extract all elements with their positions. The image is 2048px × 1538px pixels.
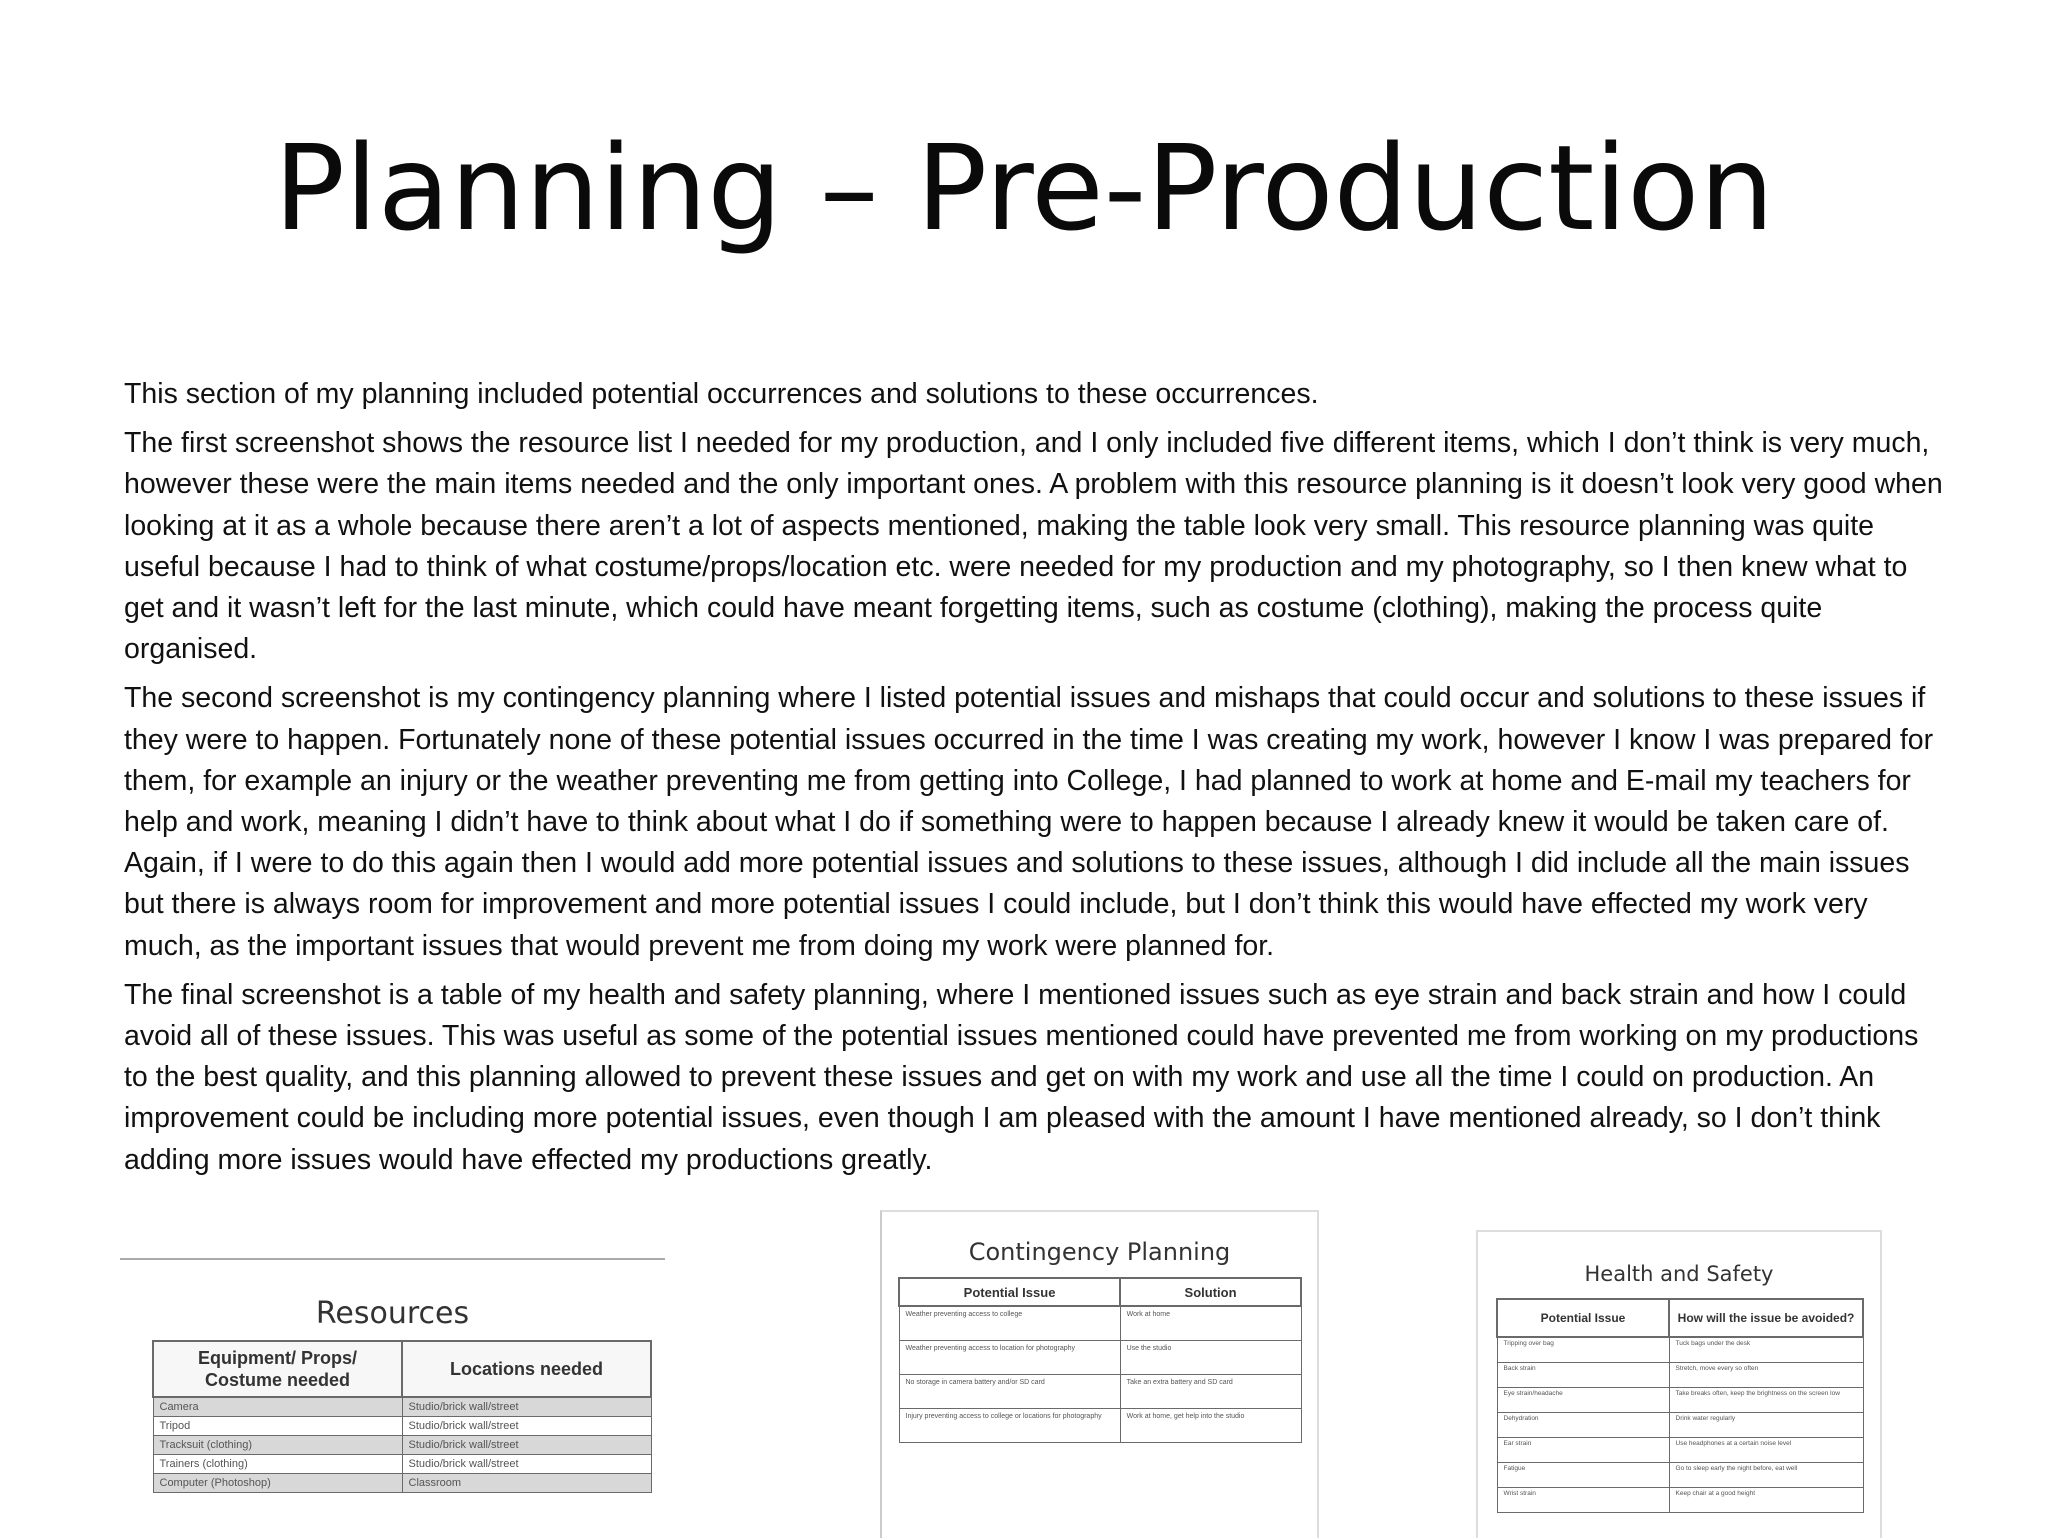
table-cell: Keep chair at a good height [1669,1488,1863,1513]
table-cell: Studio/brick wall/street [402,1397,651,1417]
table-cell: Stretch, move every so often [1669,1363,1863,1388]
table-cell: Injury preventing access to college or locations for photography [899,1409,1120,1443]
table-cell: Go to sleep early the night before, eat well [1669,1463,1863,1488]
paragraph-intro: This section of my planning included potential occurrences and solutions to these occurrences. [124,378,1319,410]
contingency-screenshot [880,1210,1319,1538]
health-safety-screenshot [1476,1230,1882,1538]
body-text [124,374,1944,1189]
table-cell: Take an extra battery and SD card [1120,1375,1301,1409]
table-row [1497,1388,1863,1413]
table-row [153,1397,651,1417]
table-header: Solution [1120,1278,1301,1306]
table-cell: Camera [153,1397,402,1417]
table-row [153,1455,651,1474]
table-cell: Studio/brick wall/street [402,1436,651,1455]
resources-table [152,1340,652,1493]
table-row [1497,1363,1863,1388]
table-cell: Weather preventing access to location for photography [899,1341,1120,1375]
table-cell: Tripod [153,1417,402,1436]
table-cell: Studio/brick wall/street [402,1417,651,1436]
paragraph-health-safety: The final screenshot is a table of my health and safety planning, where I mentioned issues such as eye strain and back strain and how I could avoid all of these issues. This was useful as some of the potential issues mentioned could have prevented me from working on my productions to the best quality, and this planning allowed to prevent these issues and get on with my work and use all the time I could on production. An improvement could be including more potential issues, even though I am pleased with the amount I have mentioned already, so I don’t think adding more issues would have effected my productions greatly. [124,978,1919,1176]
table-cell: Use the studio [1120,1341,1301,1375]
table-cell: Tracksuit (clothing) [153,1436,402,1455]
paragraph-contingency: The second screenshot is my contingency planning where I listed potential issues and mishaps that could occur and solutions to these issues if they were to happen. Fortunately none of these potential issues occurred in the time I was creating my work, however I know I was prepared for them, for example an injury or the weather preventing me from getting into College, I had planned to work at home and E-mail my teachers for help and work, meaning I didn’t have to think about what I do if something were to happen because I already knew it would be taken care of. Again, if I were to do this again then I would add more potential issues and solutions to these issues, although I did include all the main issues but there is always room for improvement and more potential issues I could include, but I don’t think this would have effected my work very much, as the important issues that would prevent me from doing my work were planned for. [124,682,1934,962]
table-cell: Eye strain/headache [1497,1388,1669,1413]
table-cell: Computer (Photoshop) [153,1474,402,1493]
table-cell: Studio/brick wall/street [402,1455,651,1474]
table-header: Potential Issue [1497,1299,1669,1337]
resources-title: Resources [315,1296,470,1331]
table-row [1497,1463,1863,1488]
health-safety-title: Health and Safety [1584,1262,1774,1286]
table-cell: Tripping over bag [1497,1337,1669,1363]
table-row [153,1436,651,1455]
table-row [153,1417,651,1436]
table-cell: Use headphones at a certain noise level [1669,1438,1863,1463]
table-cell: Drink water regularly [1669,1413,1863,1438]
table-row [153,1474,651,1493]
table-header: Locations needed [402,1341,651,1397]
contingency-title: Contingency Planning [968,1238,1231,1266]
table-cell: Trainers (clothing) [153,1455,402,1474]
page-title: Planning – Pre-Production [273,119,1775,257]
table-cell: Work at home, get help into the studio [1120,1409,1301,1443]
table-cell: Classroom [402,1474,651,1493]
table-cell: Tuck bags under the desk [1669,1337,1863,1363]
table-cell: Ear strain [1497,1438,1669,1463]
table-row [1497,1337,1863,1363]
table-row [1497,1438,1863,1463]
table-row [1497,1488,1863,1513]
table-cell: Dehydration [1497,1413,1669,1438]
resources-screenshot [120,1258,665,1538]
table-cell: Wrist strain [1497,1488,1669,1513]
table-header: Equipment/ Props/ Costume needed [153,1341,402,1397]
table-header: How will the issue be avoided? [1669,1299,1863,1337]
table-row [899,1306,1301,1341]
table-cell: Fatigue [1497,1463,1669,1488]
contingency-table [898,1277,1302,1443]
table-header-row [1497,1299,1863,1337]
table-cell: No storage in camera battery and/or SD card [899,1375,1120,1409]
table-row [899,1375,1301,1409]
table-cell: Back strain [1497,1363,1669,1388]
table-row [899,1341,1301,1375]
table-cell: Take breaks often, keep the brightness on the screen low [1669,1388,1863,1413]
table-header: Potential Issue [899,1278,1120,1306]
table-cell: Weather preventing access to college [899,1306,1120,1341]
table-header-row [153,1341,651,1397]
table-cell: Work at home [1120,1306,1301,1341]
health-safety-table [1496,1298,1864,1513]
table-row [1497,1413,1863,1438]
table-row [899,1409,1301,1443]
paragraph-resources: The first screenshot shows the resource list I needed for my production, and I only included five different items, which I don’t think is very much, however these were the main items needed and the only important ones. A problem with this resource planning is it doesn’t look very good when looking at it as a whole because there aren’t a lot of aspects mentioned, making the table look very small. This resource planning was quite useful because I had to think of what costume/props/location etc. were needed for my production and my photography, so I then knew what to get and it wasn’t left for the last minute, which could have meant forgetting items, such as costume (clothing), making the process quite organised. [124,427,1943,666]
table-header-row [899,1278,1301,1306]
